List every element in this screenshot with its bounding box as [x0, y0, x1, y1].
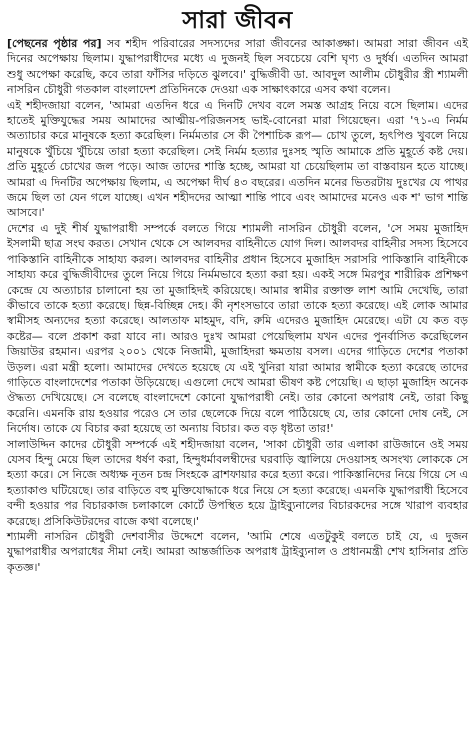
- continuation-tag: [পেছনের পৃষ্ঠার পর]: [7, 37, 102, 50]
- article-body: [7, 36, 468, 575]
- paragraph-text: সব শহীদ পরিবারের সদস্যদের সারা জীবনের আকাঙ্ক্ষা। আমরা সারা জীবন এই দিনের অপেক্ষায় ছিলাম। যুদ্ধাপরাধীদের মধ্যে এ দুজনই ছিল সবচেয়ে বেশি ঘৃণ্য ও দুর্ধর্ষ। এতদিন আমরা শুধু অপেক্ষা করেছি, কবে তারা ফাঁসির দড়িতে ঝুলবে।' বুদ্ধিজীবী ডা. আবদুল আলীম চৌধুরীর স্ত্রী শ্যামলী নাসরিন চৌধুরী গতকাল বাংলাদেশ প্রতিদিনকে দেওয়া এক সাক্ষাৎকারে এসব কথা বলেন।: [7, 37, 468, 97]
- article-headline: সারা জীবন: [182, 6, 293, 34]
- article-paragraph-3: দেশের এ দুই শীর্ষ যুদ্ধাপরাধী সম্পর্কে বলতে গিয়ে শ্যামলী নাসরিন চৌধুরী বলেন, 'সে সময় মুজাহিদ ইসলামী ছাত্র সংঘ করত। সেখান থেকে সে আলবদর বাহিনীতে যোগ দিল। আলবদর বাহিনীর সদস্য হিসেবে পাকিস্তানি বাহিনীকে সাহায্য করল। আলবদর বাহিনীর প্রধান হিসেবে মুজাহিদ সরাসরি পাকিস্তানি বাহিনীকে সাহায্য করে বুদ্ধিজীবীদের তুলে নিয়ে গিয়ে নির্মমভাবে হত্যা করা হয়। একই সঙ্গে মিরপুর শারীরিক প্রশিক্ষণ কেন্দ্রে যে অত্যাচার চালানো হয় তা মুজাহিদই করিয়েছে। আমার স্বামীর রক্তাক্ত লাশ আমি দেখেছি, তারা কীভাবে তাকে হত্যা করেছে। ছিন্ন-বিচ্ছিন্ন দেহ। কী নৃশংসভাবে তারা তাকে হত্যা করেছে। এই লোক আমার স্বামীসহ অন্যদের হত্যা করেছে। আলতাফ মাহমুদ, বদি, রুমি এদেরও মুজাহিদ মেরেছে। এটা যে কত বড় কষ্টের— বলে প্রকাশ করা যাবে না। আরও দুঃখ আমরা পেয়েছিলাম যখন এদের পুনর্বাসিত করেছিলেন জিয়াউর রহমান। এরপর ২০০১ থেকে নিজামী, মুজাহিদরা ক্ষমতায় বসল। এদের গাড়িতে দেশের পতাকা উড়ল। এরা মন্ত্রী হলো। আমাদের দেখতে হয়েছে যে এই খুনিরা যারা আমার স্বামীকে হত্যা করেছে তাদের গাড়িতে বাংলাদেশের পতাকা উড়িয়েছে। এগুলো দেখে আমরা ভীষণ কষ্ট পেয়েছি। এ ছাড়া মুজাহিদ অনেক ঔদ্ধত্য দেখিয়েছে। সে বলেছে বাংলাদেশে কোনো যুদ্ধাপরাধী নেই। তার কোনো অপরাধ নেই, তারা কিছু করেনি। এমনকি রায় হওয়ার পরেও সে তার ছেলেকে দিয়ে বলে পাঠিয়েছে যে, তার কোনো দোষ নেই, সে নির্দোষ। তাকে যে বিচার করা হয়েছে তা অন্যায় বিচার। কত বড় ধৃষ্টতা তার!': [7, 221, 468, 436]
- article-paragraph-5: শ্যামলী নাসরিন চৌধুরী দেশবাসীর উদ্দেশে বলেন, 'আমি শেষে এতটুকুই বলতে চাই যে, এ দুজন যুদ্ধাপরাধীর অপরাধের সীমা নেই। আমরা আন্তর্জাতিক অপরাধ ট্রাইব্যুনাল ও প্রধানমন্ত্রী শেখ হাসিনার প্রতি কৃতজ্ঞ।': [7, 530, 468, 574]
- article-paragraph-4: সালাউদ্দিন কাদের চৌধুরী সম্পর্কে এই শহীদজায়া বলেন, 'সাকা চৌধুরী তার এলাকা রাউজানে ওই সময় যেসব হিন্দু মেয়ে ছিল তাদের ধর্ষণ করা, হিন্দুধর্মাবলম্বীদের ঘরবাড়ি জ্বালিয়ে দেওয়াসহ অসংখ্য লোককে সে হত্যা করে। সে নিজে অধ্যক্ষ নূতন চন্দ্র সিংহকে ব্রাশফায়ার করে হত্যা করে। পাকিস্তানিদের নিয়ে গিয়ে সে এ হত্যাকাণ্ড ঘটিয়েছে। তার বাড়িতে বহু মুক্তিযোদ্ধাকে ধরে নিয়ে সে হত্যা করেছে। এমনকি যুদ্ধাপরাধী হিসেবে বন্দী হওয়ার পর বিচারকাজ চলাকালে কোর্টে উপস্থিত হয়ে ট্রাইব্যুনালের বিচারকদের সঙ্গে খারাপ ব্যবহার করেছে। প্রসিকিউটরদের বাজে কথা বলেছে।': [7, 437, 468, 528]
- article-paragraph-2: এই শহীদজায়া বলেন, 'আমরা এতদিন ধরে এ দিনটি দেখব বলে সমস্ত আগ্রহ নিয়ে বসে ছিলাম। এদের হাতেই মুক্তিযুদ্ধের সময় আমাদের আত্মীয়-পরিজনসহ ভাই-বোনেরা মারা গিয়েছেন। এরা '৭১-এ নির্মম অত্যাচার করে মানুষকে হত্যা করেছিল। নির্মমতার সে কী পৈশাচিক রূপ— চোখ তুলে, হৃৎপিণ্ড খুবলে নিয়ে মানুষকে খুঁচিয়ে খুঁচিয়ে তারা হত্যা করেছিল। সেই নির্মম হত্যার দুঃসহ স্মৃতি আমাকে প্রতি মুহূর্তে কষ্ট দেয়। প্রতি মুহূর্তে চোখের জল পড়ে। আজ তাদের শাস্তি হচ্ছে, আমরা যা চেয়েছিলাম তা বাস্তবায়ন হতে যাচ্ছে। আমরা এ দিনটির অপেক্ষায় ছিলাম, এ অপেক্ষা দীর্ঘ ৪৩ বছরের। এতদিন মনের ভিতরটায় দুঃখের যে পাথর জমে ছিল তা যেন গলে যাচ্ছে। এখন শহীদদের আত্মা শান্তি পাবে এবং আমাদের মনেও এক শ' ভাগ শান্তি আসবে।': [7, 98, 468, 220]
- article-paragraph-1: [7, 36, 468, 98]
